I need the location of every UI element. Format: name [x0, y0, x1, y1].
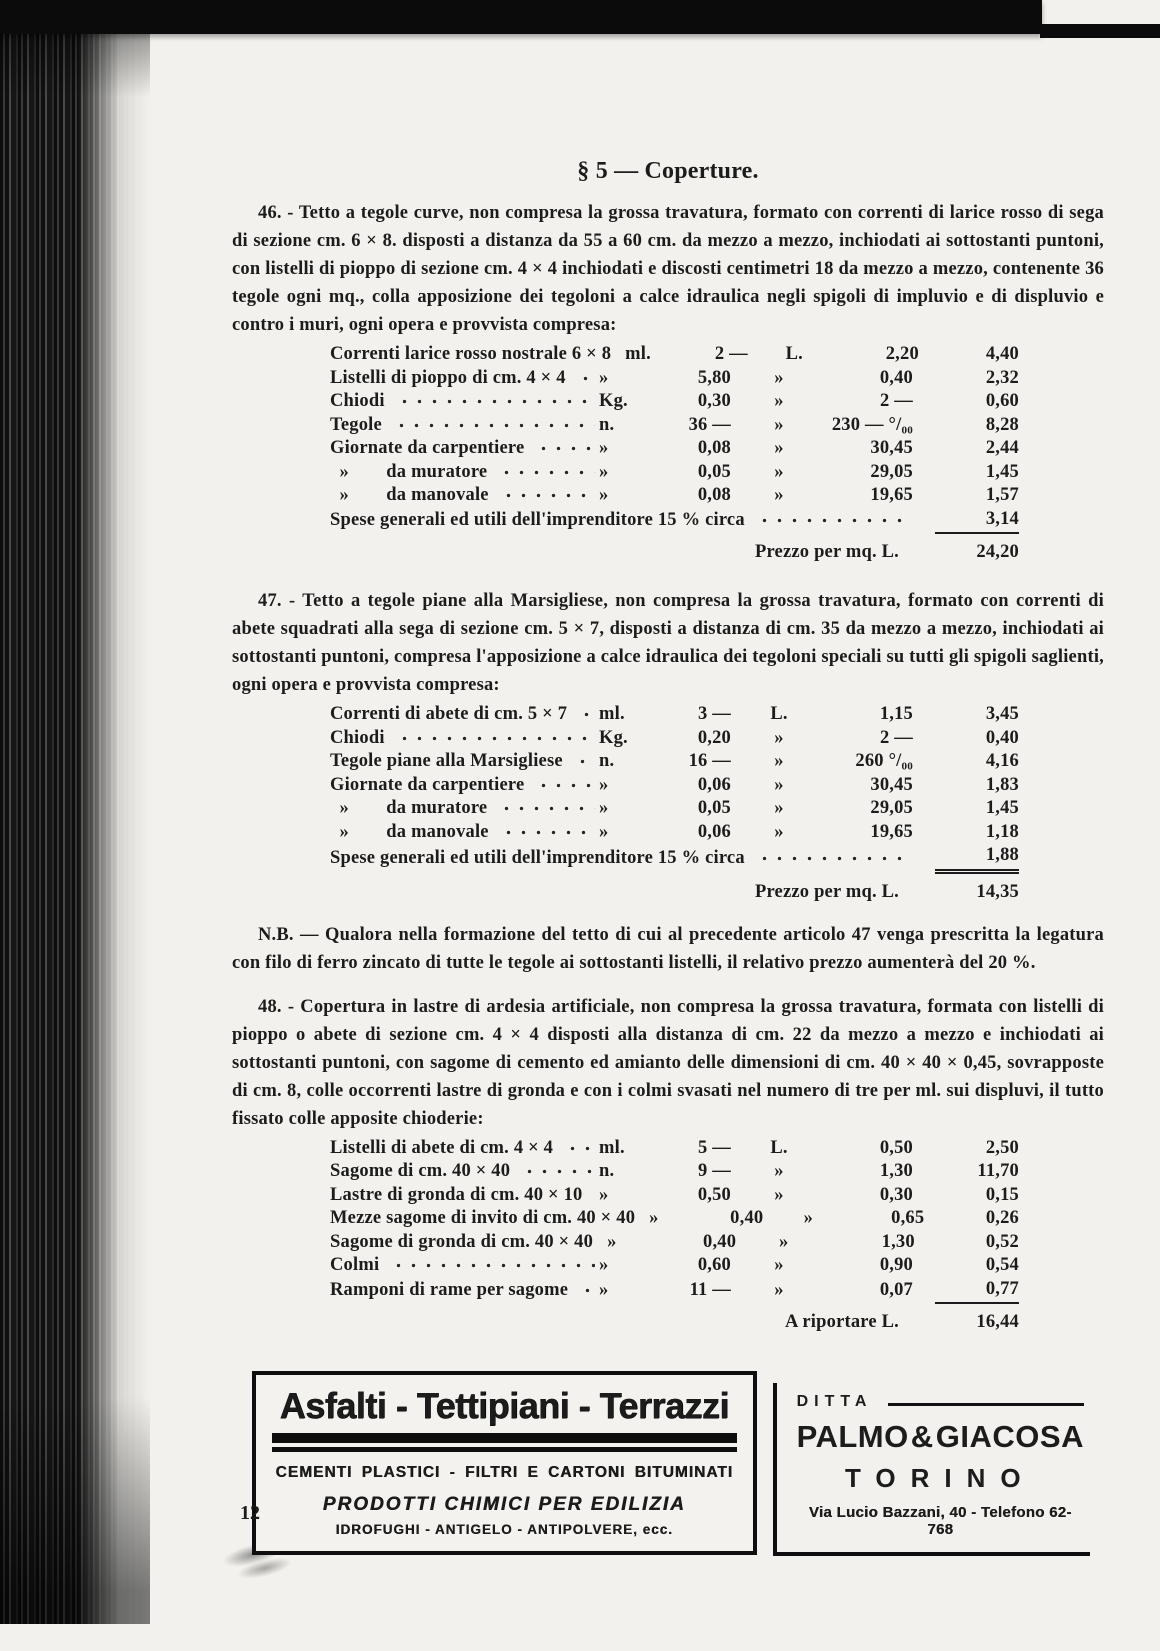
ad-rule-thick — [272, 1433, 737, 1443]
item-line-total: 4,16 — [985, 751, 1019, 771]
item-unit: n. — [599, 414, 615, 435]
item-description: Chiodi — [330, 727, 385, 748]
item-description: Spese generali ed utili dell'imprenditore 15 % circa — [330, 510, 745, 530]
item-description: Tegole — [330, 414, 382, 435]
total-value: 16,44 — [976, 1312, 1019, 1332]
item-unit-price: 0,40 — [879, 367, 913, 388]
item-quantity: 0,30 — [697, 391, 731, 411]
item-description: Spese generali ed utili dell'imprenditore 15 % circa — [330, 848, 745, 868]
ad-detail-line: IDROFUGHI - ANTIGELO - ANTIPOLVERE, ecc. — [335, 1521, 673, 1537]
table-row — [330, 727, 1019, 751]
table-row — [330, 484, 1019, 508]
dot-leader — [592, 1191, 595, 1200]
scan-top-edge-right — [1040, 24, 1160, 38]
table-row — [330, 437, 1019, 461]
item-unit-price: 2,20 — [885, 344, 919, 364]
item-unit-price: 1,15 — [879, 704, 913, 724]
item-quantity: 2 — — [714, 344, 748, 364]
scan-top-edge — [0, 0, 1042, 34]
item-unit: » — [599, 485, 609, 505]
table-row — [330, 1231, 1019, 1255]
item-quantity: 5,80 — [697, 367, 731, 388]
item-currency: » — [774, 391, 784, 411]
article-48-paragraph: 48. - Copertura in lastre di ardesia artificiale, non compresa la grossa travatura, formata con listelli di pioppo o abete di sezione cm. 4 × 4 disposti alla distanza di cm. 22 da mezzo a mezzo e inchiodati ai sottostanti puntoni, con sagome di cemento ed amianto delle dimensioni di cm. 40 × 40 × 0,45, sovrapposte di cm. 8, colle occorrenti lastre di gronda e con i colmi svasati nel numero di tre per ml. sui displuvi, il tutto fissato colle apposite chioderie: — [232, 996, 1104, 1129]
item-quantity: 16 — — [688, 751, 731, 771]
item-currency: » — [774, 751, 784, 771]
item-quantity: 9 — — [698, 1161, 731, 1181]
item-line-total: 1,88 — [935, 844, 1019, 874]
dot-leader — [578, 1286, 595, 1295]
item-unit-price: 19,65 — [870, 821, 913, 842]
table-row — [330, 844, 1019, 874]
ad-products-line: CEMENTI PLASTICI - FILTRI E CARTONI BITUMINATI — [275, 1463, 734, 1481]
table-row — [330, 1207, 1019, 1231]
table-row — [330, 1184, 1019, 1208]
item-unit: » — [599, 798, 609, 818]
item-currency: » — [774, 367, 784, 388]
item-unit: ml. — [625, 344, 651, 364]
item-currency: » — [774, 774, 784, 795]
dot-leader — [499, 828, 595, 837]
item-unit: ml. — [599, 1137, 625, 1158]
item-quantity: 0,50 — [697, 1184, 731, 1205]
dot-leader — [576, 374, 595, 383]
item-line-total: 0,26 — [985, 1208, 1019, 1228]
item-currency: » — [774, 727, 784, 748]
item-line-total: 0,40 — [985, 727, 1019, 748]
item-quantity: 0,40 — [730, 1208, 764, 1228]
item-line-total: 2,50 — [985, 1137, 1019, 1158]
item-currency: » — [774, 1255, 784, 1275]
table-row — [330, 1160, 1019, 1184]
item-line-total: 2,32 — [985, 367, 1019, 388]
item-description: Correnti di abete di cm. 5 × 7 — [330, 704, 568, 724]
item-description: Lastre di gronda di cm. 40 × 10 — [330, 1184, 583, 1205]
item-line-total: 1,57 — [985, 485, 1019, 505]
item-line-total: 0,77 — [935, 1278, 1019, 1305]
item-description: Chiodi — [330, 391, 385, 411]
item-unit-price: 0,30 — [879, 1184, 913, 1205]
dot-leader — [563, 1144, 595, 1153]
item-description: » da muratore — [330, 798, 488, 818]
item-currency: » — [779, 1231, 789, 1252]
table-47-total-line — [232, 879, 1019, 905]
item-unit: Kg. — [599, 391, 628, 411]
item-unit: » — [599, 821, 609, 842]
item-currency: » — [774, 821, 784, 842]
advertisement-block — [252, 1371, 1104, 1556]
item-line-total: 1,45 — [985, 461, 1019, 482]
item-description: Correnti larice rosso nostrale 6 × 8 — [330, 344, 612, 364]
item-unit: » — [599, 367, 609, 388]
dot-leader — [534, 444, 595, 453]
item-line-total: 0,60 — [985, 391, 1019, 411]
company-name: PALMO & GIACOSA — [796, 1419, 1084, 1454]
item-unit-price: 2 — — [880, 727, 913, 748]
item-unit: n. — [599, 751, 615, 771]
dot-leader — [499, 491, 595, 500]
item-unit: n. — [599, 1161, 615, 1181]
page-content — [232, 158, 1104, 1556]
item-quantity: 0,05 — [697, 798, 731, 818]
item-line-total: 8,28 — [985, 414, 1019, 435]
item-unit-price: 30,45 — [870, 774, 913, 795]
company-address: Via Lucio Bazzani, 40 - Telefono 62-768 — [808, 1504, 1072, 1538]
table-row — [330, 461, 1019, 485]
item-unit-price: 1,30 — [879, 1161, 913, 1181]
item-quantity: 0,06 — [697, 774, 731, 795]
dot-leader — [395, 397, 595, 406]
total-label: Prezzo per mq. L. — [754, 881, 899, 902]
item-currency: » — [774, 1161, 784, 1181]
table-row — [330, 1278, 1019, 1305]
item-unit: » — [599, 774, 609, 795]
item-currency: » — [774, 461, 784, 482]
table-48-carryover-line — [232, 1309, 1019, 1335]
item-currency: » — [774, 798, 784, 818]
item-unit-price: 0,90 — [879, 1255, 913, 1275]
item-unit: » — [599, 461, 609, 482]
table-row — [330, 821, 1019, 845]
table-row — [330, 774, 1019, 798]
item-description: Mezze sagome di invito di cm. 40 × 40 — [330, 1208, 636, 1228]
company-city: TORINO — [844, 1463, 1036, 1493]
dot-leader — [573, 757, 595, 766]
total-value: 24,20 — [976, 542, 1019, 562]
item-unit-price: 29,05 — [870, 461, 913, 482]
table-row — [330, 390, 1019, 414]
cost-table-46 — [330, 343, 1019, 534]
item-quantity: 0,60 — [697, 1255, 731, 1275]
dot-leader — [755, 854, 909, 863]
table-row — [330, 367, 1019, 391]
item-unit: » — [599, 1184, 609, 1205]
ditta-label: DITTA — [796, 1393, 873, 1410]
table-row — [330, 797, 1019, 821]
ditta-rule — [888, 1403, 1084, 1406]
dot-leader — [389, 1261, 595, 1270]
item-description: » da manovale — [330, 485, 489, 505]
ad-ditta-box — [773, 1383, 1090, 1556]
item-unit: ml. — [599, 704, 625, 724]
section-heading: § 5 — Coperture. — [577, 158, 759, 184]
dot-leader — [534, 781, 595, 790]
item-quantity: 36 — — [688, 414, 731, 435]
item-unit-price: 260 °/₀₀ — [855, 751, 913, 771]
cost-table-47 — [330, 703, 1019, 874]
item-currency: » — [774, 414, 784, 435]
item-line-total: 3,45 — [985, 704, 1019, 724]
item-quantity: 3 — — [698, 704, 731, 724]
item-line-total: 2,44 — [985, 438, 1019, 458]
nota-bene-paragraph: N.B. — Qualora nella formazione del tetto di cui al precedente articolo 47 venga prescritta la legatura con filo di ferro zincato di tutte le tegole ai sottostanti listelli, il relativo prezzo aumenterà del 20 %. — [232, 924, 1104, 973]
item-description: Listelli di pioppo di cm. 4 × 4 — [330, 367, 566, 388]
item-line-total: 0,52 — [985, 1231, 1019, 1252]
item-description: Sagome di gronda di cm. 40 × 40 — [330, 1231, 594, 1252]
item-quantity: 0,40 — [703, 1231, 737, 1252]
item-description: » da manovale — [330, 821, 489, 842]
item-unit-price: 2 — — [880, 391, 913, 411]
table-row — [330, 343, 1019, 367]
item-quantity: 11 — — [689, 1280, 731, 1300]
table-row — [330, 1137, 1019, 1161]
dot-leader — [755, 516, 909, 525]
article-46-paragraph: 46. - Tetto a tegole curve, non compresa la grossa travatura, formato con correnti di larice rosso di sega di sezione cm. 6 × 8. disposti a distanza da 55 a 60 cm. da mezzo a mezzo, inchiodati ai sottostanti puntoni, con listelli di pioppo di sezione cm. 4 × 4 inchiodati e discosti centimetri 18 da mezzo a mezzo, contenente 36 tegole ogni mq., colla apposizione dei tegoloni a calce idraulica negli spigoli di impluvio e di displuvio e contro i muri, ogni opera e provvista compresa: — [232, 203, 1104, 335]
item-line-total: 0,15 — [985, 1184, 1019, 1205]
item-line-total: 11,70 — [977, 1161, 1019, 1181]
dot-leader — [497, 468, 595, 477]
item-line-total: 1,83 — [985, 774, 1019, 795]
item-unit-price: 0,50 — [879, 1137, 913, 1158]
total-label: A riportare L. — [785, 1312, 899, 1332]
item-unit-price: 1,30 — [881, 1231, 915, 1252]
item-currency: » — [774, 485, 784, 505]
total-label: Prezzo per mq. L. — [754, 542, 899, 562]
item-quantity: 0,05 — [697, 461, 731, 482]
item-unit: » — [599, 1280, 609, 1300]
item-line-total: 4,40 — [985, 344, 1019, 364]
article-47-paragraph: 47. - Tetto a tegole piane alla Marsigliese, non compresa la grossa travatura, formato con correnti di abete squadrati alla sega di sezione cm. 5 × 7, disposti a distanza di cm. 35 da mezzo a mezzo, inchiodati ai sottostanti puntoni, compresa l'apposizione a calce idraulica dei tegoloni speciali su tutti gli spigoli saglienti, ogni opera e provvista compresa: — [232, 591, 1104, 695]
item-unit: Kg. — [599, 727, 628, 748]
item-line-total: 1,18 — [985, 821, 1019, 842]
ad-rule-thin — [272, 1447, 737, 1452]
total-value: 14,35 — [976, 881, 1019, 902]
item-unit-price: 0,65 — [891, 1208, 925, 1228]
item-line-total: 1,45 — [985, 798, 1019, 818]
item-unit: » — [599, 438, 609, 458]
item-quantity: 0,06 — [697, 821, 731, 842]
item-currency: » — [774, 1280, 784, 1300]
item-unit-price: 0,07 — [879, 1280, 913, 1300]
table-row — [330, 703, 1019, 727]
item-description: Colmi — [330, 1255, 380, 1275]
item-currency: » — [774, 1184, 784, 1205]
item-unit: » — [599, 1255, 609, 1275]
item-quantity: 5 — — [698, 1137, 731, 1158]
dot-leader — [520, 1167, 595, 1176]
table-row — [330, 414, 1019, 438]
item-currency: L. — [785, 344, 804, 364]
item-line-total: 3,14 — [935, 508, 1019, 535]
item-unit-price: 30,45 — [870, 438, 913, 458]
item-description: Tegole piane alla Marsigliese — [330, 751, 563, 771]
item-unit: » — [607, 1231, 617, 1252]
item-quantity: 0,08 — [697, 485, 731, 505]
item-currency: » — [803, 1208, 814, 1228]
item-description: Ramponi di rame per sagome — [330, 1280, 569, 1300]
table-row — [330, 1254, 1019, 1278]
dot-leader — [497, 804, 595, 813]
dot-leader — [395, 734, 595, 743]
ad-asfalti-box — [252, 1371, 757, 1555]
table-row — [330, 508, 1019, 535]
item-unit: » — [649, 1208, 659, 1228]
book-spine-edge — [0, 0, 150, 1624]
item-unit-price: 230 — °/₀₀ — [831, 414, 913, 435]
ad-title: Asfalti - Tettipiani - Terrazzi — [279, 1385, 729, 1426]
table-row — [330, 750, 1019, 774]
ad-slogan-line: PRODOTTI CHIMICI PER EDILIZIA — [322, 1493, 686, 1515]
item-currency: » — [774, 438, 784, 458]
item-quantity: 0,20 — [697, 727, 731, 748]
ditta-row — [797, 1393, 1084, 1411]
item-description: » da muratore — [330, 461, 488, 482]
item-quantity: 0,08 — [697, 438, 731, 458]
item-description: Listelli di abete di cm. 4 × 4 — [330, 1137, 554, 1158]
item-unit-price: 29,05 — [870, 798, 913, 818]
cost-table-48 — [330, 1137, 1019, 1305]
item-currency: L. — [770, 704, 788, 724]
page-number: 12 — [240, 1502, 260, 1524]
item-description: Giornate da carpentiere — [330, 438, 525, 458]
dot-leader — [392, 421, 595, 430]
item-line-total: 0,54 — [985, 1255, 1019, 1275]
item-description: Sagome di cm. 40 × 40 — [330, 1161, 511, 1181]
item-description: Giornate da carpentiere — [330, 774, 525, 795]
table-46-total-line — [232, 539, 1019, 565]
dot-leader — [577, 710, 595, 719]
item-currency: L. — [770, 1137, 788, 1158]
item-unit-price: 19,65 — [870, 485, 913, 505]
